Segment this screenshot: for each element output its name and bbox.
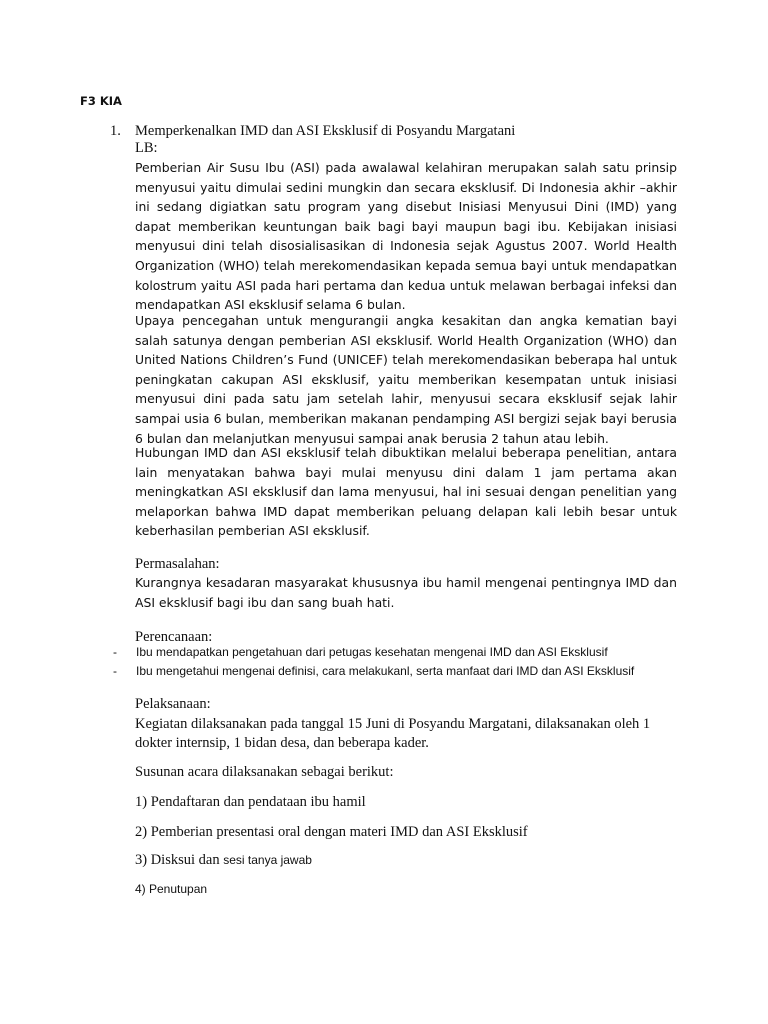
planning-label: Perencanaan:: [135, 629, 213, 645]
agenda-intro: Susunan acara dilaksanakan sebagai berikut:: [135, 764, 394, 780]
implementation-text: Kegiatan dilaksanakan pada tanggal 15 Juni di Posyandu Margatani, dilaksanakan oleh 1 dokter internsip, 1 bidan desa, dan beberapa kader.: [135, 716, 651, 751]
planning-item-text: Ibu mendapatkan pengetahuan dari petugas kesehatan mengenai IMD dan ASI Eksklusif: [136, 645, 608, 659]
background-paragraph-3: Hubungan IMD dan ASI eksklusif telah dibuktikan melalui beberapa penelitian, antara lain menyatakan bahwa bayi mulai menyusu dini dalam 1 jam pertama akan meningkatkan ASI eksklusif dan lama menyusui, hal ini sesuai dengan penelitian yang melaporkan bahwa IMD dapat memberikan peluang delapan kali lebih besar untuk keberhasilan pemberian ASI eksklusif.: [135, 445, 677, 539]
agenda-item-part: 3) Disksui dan: [135, 852, 220, 868]
item-title: Memperkenalkan IMD dan ASI Eksklusif di Posyandu Margatani: [135, 123, 516, 139]
implementation-label: Pelaksanaan:: [135, 696, 211, 712]
agenda-item: [135, 852, 312, 869]
background-label: LB:: [135, 140, 158, 156]
background-paragraph-1: Pemberian Air Susu Ibu (ASI) pada awalawal kelahiran merupakan salah satu prinsip menyusui yaitu dimulai sedini mungkin dan secara eksklusif. Di Indonesia akhir –akhir ini sedang digiatkan satu program yang disebut Inisiasi Menyusui Dini (IMD) yang dapat memberikan keuntungan baik bagi bayi maupun bagi ibu. Kebijakan inisiasi menyusui dini telah disosialisasikan di Indonesia sejak Agustus 2007. World Health Organization (WHO) telah merekomendasikan kepada semua bayi untuk mendapatkan kolostrum yaitu ASI pada hari pertama dan kedua untuk melawan berbagai infeksi dan mendapatkan ASI eksklusif selama 6 bulan.: [135, 160, 677, 313]
agenda-item: 2) Pemberian presentasi oral dengan materi IMD dan ASI Eksklusif: [135, 824, 528, 840]
item-number: 1.: [110, 123, 121, 139]
problem-label: Permasalahan:: [135, 556, 220, 572]
planning-item-text: Ibu mengetahui mengenai definisi, cara melakukanl, serta manfaat dari IMD dan ASI Eksklusif: [136, 664, 635, 678]
document-code: F3 KIA: [80, 94, 122, 108]
agenda-item: 1) Pendaftaran dan pendataan ibu hamil: [135, 794, 366, 810]
list-dash: -: [113, 664, 117, 678]
agenda-item: 4) Penutupan: [135, 882, 208, 896]
planning-item: [113, 663, 693, 679]
list-dash: -: [113, 645, 117, 659]
agenda-item-part: sesi tanya jawab: [223, 853, 312, 867]
problem-text: Kurangnya kesadaran masyarakat khususnya ibu hamil mengenai pentingnya IMD dan ASI eksklusif bagi ibu dan sang buah hati.: [135, 575, 677, 610]
planning-item: [113, 644, 693, 660]
background-paragraph-2: Upaya pencegahan untuk mengurangii angka kesakitan dan angka kematian bayi salah satunya dengan pemberian ASI eksklusif. World Health Organization (WHO) dan United Nations Children’s Fund (UNICEF) telah merekomendasikan beberapa hal untuk peningkatan cakupan ASI eksklusif, yaitu memberikan kesempatan untuk inisiasi menyusui dini pada satu jam setelah lahir, menyusui secara eksklusif sejak lahir sampai usia 6 bulan, memberikan makanan pendamping ASI bergizi sejak bayi berusia 6 bulan dan melanjutkan menyusui sampai anak berusia 2 tahun atau lebih.: [135, 313, 677, 446]
